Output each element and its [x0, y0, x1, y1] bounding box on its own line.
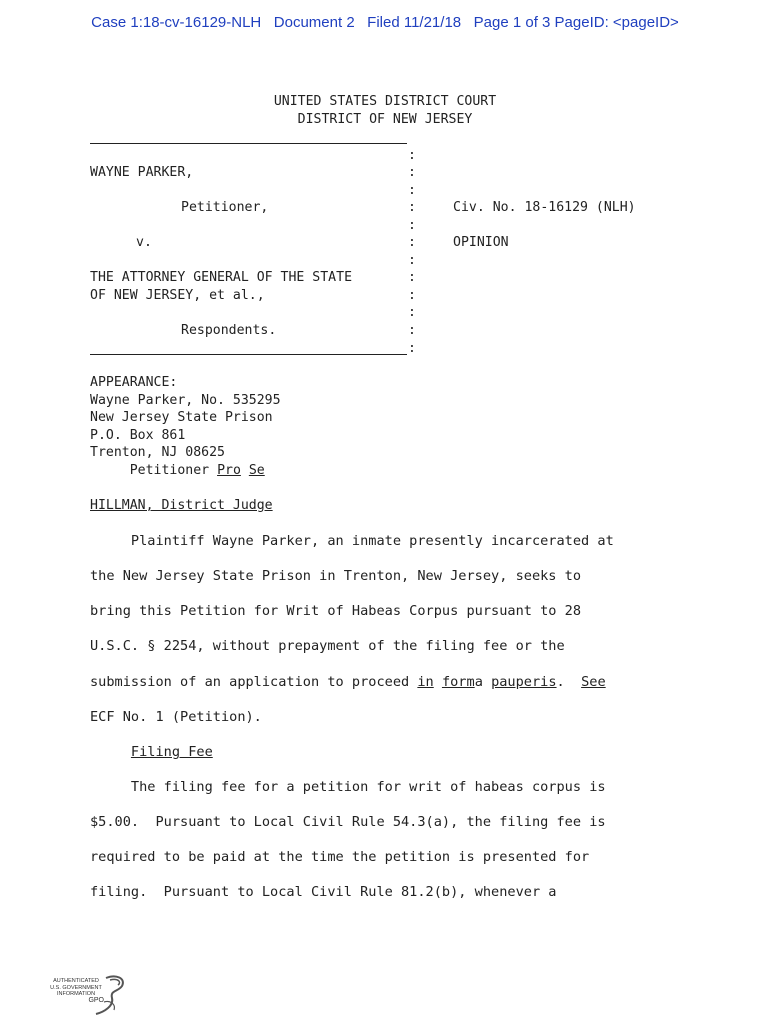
caption-colon: : [408, 305, 416, 320]
appearance-line: Wayne Parker, No. 535295 [90, 392, 281, 408]
body-line: $5.00. Pursuant to Local Civil Rule 54.3(a), the filing fee is [90, 814, 606, 830]
forma-term: form [441, 674, 475, 690]
caption-top-rule [90, 143, 407, 144]
section-heading [90, 744, 213, 760]
civil-number: Civ. No. 18-16129 (NLH) [453, 200, 636, 215]
caption-colon: : [408, 253, 416, 268]
document-type: OPINION [453, 235, 509, 250]
filed-date: Filed 11/21/18 [367, 14, 462, 31]
petitioner-role: Petitioner, [181, 200, 269, 215]
respondent-line2: OF NEW JERSEY, et al., [90, 288, 265, 303]
page-info: Page 1 of 3 PageID: <pageID> [473, 14, 679, 31]
caption-colon: : [408, 165, 416, 180]
appearance-line: Trenton, NJ 08625 [90, 445, 225, 460]
judge-line [90, 497, 273, 515]
body-line [90, 674, 606, 690]
seal-gpo: GPO [88, 996, 104, 1004]
body-line: U.S.C. § 2254, without prepayment of the filing fee or the [90, 638, 565, 654]
seal-line: AUTHENTICATED [53, 978, 99, 984]
pro-term: Pro [217, 462, 241, 478]
body-line: The filing fee for a petition for writ of habeas corpus is [90, 779, 606, 795]
caption-colon: : [408, 270, 416, 285]
body-line: ECF No. 1 (Petition). [90, 709, 262, 725]
caption-colon: : [408, 218, 416, 233]
caption-colon: : [408, 200, 416, 215]
caption-colon: : [408, 341, 416, 356]
court-title [0, 93, 770, 128]
court-district: DISTRICT OF NEW JERSEY [297, 111, 473, 127]
seal-line: U.S. GOVERNMENT [50, 984, 102, 991]
case-header [0, 14, 770, 31]
body-text: submission of an application to proceed [90, 674, 418, 690]
petitioner-name: WAYNE PARKER, [90, 165, 194, 180]
body-line: the New Jersey State Prison in Trenton, New Jersey, seeks to [90, 568, 582, 584]
caption-colon: : [408, 235, 416, 250]
document-number: Document 2 [273, 14, 355, 31]
body-line: Plaintiff Wayne Parker, an inmate presently incarcerated at [90, 533, 614, 549]
se-term: Se [248, 462, 265, 478]
in-term: in [417, 674, 434, 690]
seal-line: INFORMATION [56, 991, 96, 997]
body-line: bring this Petition for Writ of Habeas Corpus pursuant to 28 [90, 603, 582, 619]
appearance-line: P.O. Box 861 [90, 427, 186, 443]
case-number: Case 1:18-cv-16129-NLH [91, 14, 262, 31]
versus: v. [136, 235, 152, 250]
body-text: . [556, 674, 582, 690]
caption-colon: : [408, 148, 416, 163]
respondent-line1: THE ATTORNEY GENERAL OF THE STATE [90, 270, 353, 285]
filing-fee-heading: Filing Fee [130, 744, 213, 760]
body-line: required to be paid at the time the petition is presented for [90, 849, 590, 865]
appearance-line: New Jersey State Prison [90, 410, 273, 425]
court-name: UNITED STATES DISTRICT COURT [273, 94, 497, 109]
caption-colon: : [408, 183, 416, 198]
respondent-role: Respondents. [181, 323, 277, 338]
body-text: a [474, 674, 492, 690]
appearance-block [90, 374, 281, 479]
appearance-role: Petitioner [129, 462, 210, 478]
body-line: filing. Pursuant to Local Civil Rule 81.2(b), whenever a [90, 884, 557, 900]
caption-colon: : [408, 323, 416, 338]
judge-name: HILLMAN, District Judge [90, 498, 273, 513]
gpo-seal [44, 972, 134, 1018]
caption-colon: : [408, 288, 416, 303]
caption-bottom-rule [90, 354, 407, 355]
see-signal: See [581, 674, 606, 690]
pauperis-term: pauperis [491, 674, 557, 690]
appearance-heading: APPEARANCE: [90, 375, 178, 390]
